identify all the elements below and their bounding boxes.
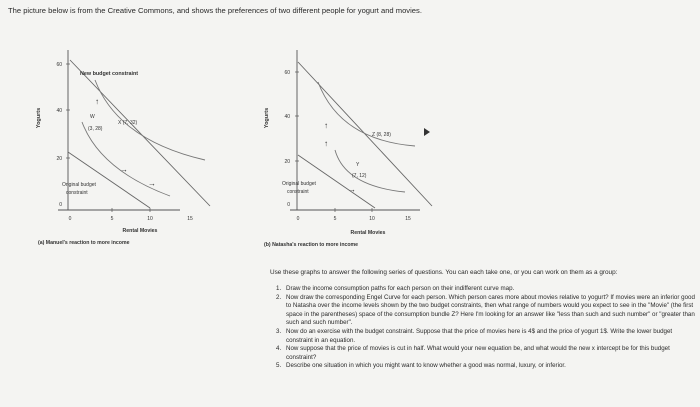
graph-b-x-tick: 5	[333, 216, 337, 222]
graph-a-original-budget-label: constraint	[66, 190, 88, 196]
graph-a-original-budget-label: Original budget	[62, 182, 96, 188]
graph-a-x-tick: 10	[147, 216, 153, 222]
question-number: 1.	[276, 285, 282, 292]
question-text: Now draw the corresponding Engel Curve for each person. Which person cares more about movies relative to yogurt? If movies were an inferior good to Natasha over the income levels shown by the two budget constraints, then what range of numbers would you expect to see in the "Movie" (the first space in the parentheses) space of the consumption bundle Z? Here I'm looking for an answer like "less than such and such number" or "greater than such and such number".	[286, 293, 695, 327]
question-number: 3.	[276, 327, 282, 335]
graph-b-original-budget-label: constraint	[287, 189, 309, 195]
graph-a-caption: (a) Manuel's reaction to more income	[38, 240, 130, 246]
graph-b-y-tick: 20	[284, 159, 290, 165]
graph-a-y-tick: 0	[59, 202, 62, 208]
question-number: 4.	[276, 345, 282, 353]
graph-b-point-y-label: Y	[356, 162, 360, 168]
graph-b-point-z-label: Z (8, 28)	[372, 132, 391, 138]
graph-a-arrow-up: ↑	[95, 97, 99, 106]
question-text: Now do an exercise with the budget constraint. Suppose that the price of movies here is 4$ and the price of yogurt 1$. Write the lower budget constraint in an equation.	[286, 327, 673, 344]
graph-b-original-budget-label: Original budget	[282, 181, 316, 187]
intro-text: The picture below is from the Creative Commons, and shows the preferences of two different people for yogurt and movies.	[8, 6, 422, 15]
graph-b-y-label: Yogurts	[264, 107, 270, 129]
graph-b-arrow-up: ↑	[324, 139, 328, 148]
graph-b-point-y-coords: (7, 12)	[352, 173, 367, 179]
graph-a-y-tick: 20	[56, 156, 62, 162]
graph-b-caption: (b) Natasha's reaction to more income	[264, 242, 359, 248]
graph-a-x-tick: 0	[68, 216, 72, 222]
graph-b-x-tick: 0	[296, 216, 300, 222]
question-text: Draw the income consumption paths for each person on their indifferent curve map.	[286, 285, 515, 292]
graph-b-y-tick: 40	[284, 114, 290, 120]
graph-a-y-tick: 40	[56, 108, 62, 114]
graph-natasha	[264, 50, 432, 248]
graph-b-arrow-up: ↑	[324, 121, 328, 130]
question-item	[276, 362, 696, 371]
questions-prompt: Use these graphs to answer the following series of questions. You can each take one, or you can work on them as a group:	[270, 269, 618, 276]
graph-a-x-tick: 5	[110, 216, 114, 222]
graph-a-arrow-right: →	[148, 179, 156, 188]
graph-a-arrow-right: →	[120, 165, 128, 174]
graph-a-x-tick: 15	[187, 216, 193, 222]
graph-a-y-label: Yogurts	[36, 107, 42, 129]
graph-a-point-w-label: W	[90, 114, 95, 120]
graph-b-arrowhead-icon	[424, 128, 430, 136]
graph-b-x-tick: 15	[405, 216, 411, 222]
graph-a-new-budget-label: New budget constraint	[80, 71, 139, 77]
graph-b-x-tick: 10	[369, 216, 375, 222]
graph-b-indifference-curve-low	[335, 150, 405, 192]
graph-manuel	[36, 50, 210, 246]
graph-b-arrow-right: →	[348, 185, 356, 194]
graph-b-indifference-curve-high	[318, 82, 415, 146]
question-number: 2.	[276, 293, 282, 301]
question-number: 5.	[276, 362, 282, 370]
question-item	[276, 285, 696, 294]
questions-list	[276, 285, 696, 371]
graph-a-point-w-coords: (3, 28)	[88, 126, 103, 132]
question-text: Describe one situation in which you might want to know whether a good was normal, luxury, or inferior.	[286, 362, 566, 370]
question-item	[276, 328, 696, 345]
graph-a-x-label: Rental Movies	[122, 228, 158, 234]
graph-a-y-tick: 60	[56, 62, 62, 68]
graph-b-y-tick: 0	[287, 202, 290, 208]
graph-b-x-label: Rental Movies	[350, 230, 386, 236]
question-text: Now suppose that the price of movies is cut in half. What would your new equation be, and what would the new x intercept be for this budget constraint?	[286, 345, 670, 361]
question-item	[276, 294, 696, 328]
graph-a-indifference-curve-high	[95, 80, 205, 160]
graph-b-y-tick: 60	[284, 70, 290, 76]
graph-a-point-x-label: X (7, 32)	[118, 120, 138, 126]
question-item	[276, 345, 696, 362]
